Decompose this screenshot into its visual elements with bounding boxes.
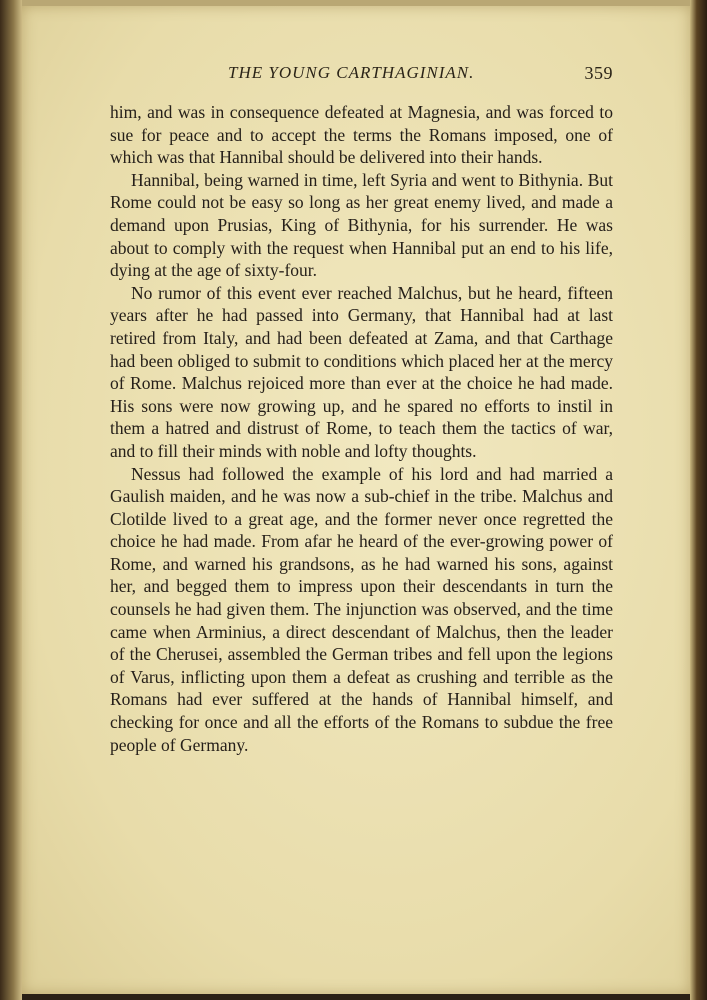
- paragraph-1: him, and was in consequence defeated at Magnesia, and was forced to sue for peace and to accept the terms the Romans imposed, one of which was that Hannibal should be delivered into their hands.: [110, 102, 613, 168]
- body-text: [110, 101, 613, 756]
- book-binding-left: [0, 0, 22, 1000]
- page-number: 359: [584, 63, 613, 83]
- running-title: THE YOUNG CARTHAGINIAN.: [228, 63, 475, 82]
- page-header: [110, 63, 613, 87]
- paragraph-2: Hannibal, being warned in time, left Syria and went to Bithynia. But Rome could not be easy so long as her great enemy lived, and made a demand upon Prusias, King of Bithynia, for his surrender. He was about to comply with the request when Hannibal put an end to his life, dying at the age of sixty-four.: [110, 169, 613, 281]
- book-edge-right: [690, 0, 707, 1000]
- paragraph-4: Nessus had followed the example of his lord and had married a Gaulish maiden, and he was now a sub-chief in the tribe. Malchus and Clotilde lived to a great age, and the former never once regretted the choice he had made. From afar he heard of the ever-growing power of Rome, and warned his grandsons, as he had warned his sons, against her, and begged them to impress upon their descendants in turn the counsels he had given them. The injunction was observed, and the time came when Arminius, a direct descendant of Malchus, then the leader of the Cherusei, assembled the German tribes and fell upon the legions of Varus, inflicting upon them a defeat as crushing and terrible as the Romans had ever suffered at the hands of Hannibal himself, and checking for once and all the efforts of the Romans to subdue the free people of Germany.: [110, 463, 613, 755]
- paragraph-3: No rumor of this event ever reached Malchus, but he heard, fifteen years after he had passed into Germany, that Hannibal had at last retired from Italy, and had been defeated at Zama, and that Carthage had been obliged to submit to conditions which placed her at the mercy of Rome. Malchus rejoiced more than ever at the choice he had made. His sons were now growing up, and he spared no efforts to instil in them a hatred and distrust of Rome, to teach them the tactics of war, and to fill their minds with noble and lofty thoughts.: [110, 282, 613, 461]
